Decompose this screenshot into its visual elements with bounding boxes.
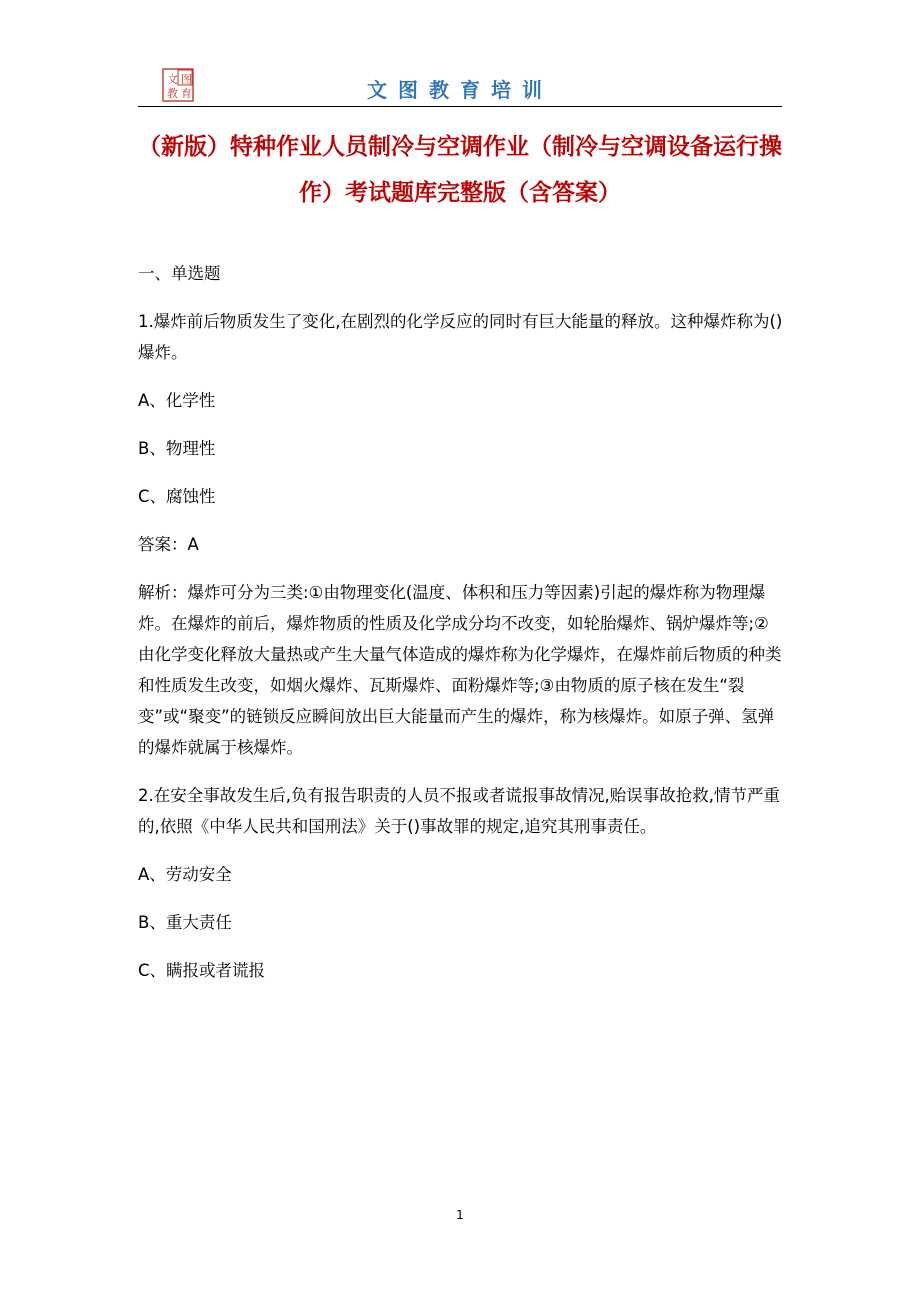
logo-char-2: 图 [181, 73, 192, 86]
option-b: B、重大责任 [138, 913, 232, 932]
logo-char-3: 教 [167, 87, 178, 100]
option-a: A、化学性 [138, 391, 216, 410]
document-title: （新版）特种作业人员制冷与空调作业（制冷与空调设备运行操作）考试题库完整版（含答案） [138, 134, 782, 206]
option-c: C、瞒报或者谎报 [138, 961, 266, 980]
option-a: A、劳动安全 [138, 865, 232, 884]
question-list [138, 258, 784, 1003]
analysis: 解析：爆炸可分为三类:①由物理变化(温度、体积和压力等因素)引起的爆炸称为物理爆炸。在爆炸的前后，爆炸物质的性质及化学成分均不改变，如轮胎爆炸、锅炉爆炸等;②由化学变化释放大量热或产生大量气体造成的爆炸称为化学爆炸，在爆炸前后物质的种类和性质发生改变，如烟火爆炸、瓦斯爆炸、面粉爆炸等;③由物质的原子核在发生“裂变”或“聚变”的链锁反应瞬间放出巨大能量而产生的爆炸，称为核爆炸。如原子弹、氢弹的爆炸就属于核爆炸。 [138, 583, 782, 757]
option-c: C、腐蚀性 [138, 487, 216, 506]
logo-char-1: 文 [167, 73, 178, 86]
answer: 答案：A [138, 535, 199, 554]
option-b: B、物理性 [138, 439, 216, 458]
section-heading: 一、单选题 [138, 264, 221, 283]
question-stem: 2.在安全事故发生后,负有报告职责的人员不报或者谎报事故情况,贻误事故抢救,情节严重的,依照《中华人民共和国刑法》关于()事故罪的规定,追究其刑事责任。 [138, 786, 780, 836]
header-divider [138, 106, 782, 107]
page-number: 1 [456, 1208, 464, 1222]
header-title: 文图教育培训 [367, 78, 553, 102]
question-stem: 1.爆炸前后物质发生了变化,在剧烈的化学反应的同时有巨大能量的释放。这种爆炸称为()爆炸。 [138, 312, 783, 362]
page-header [138, 66, 782, 106]
logo-char-4: 育 [181, 87, 192, 100]
